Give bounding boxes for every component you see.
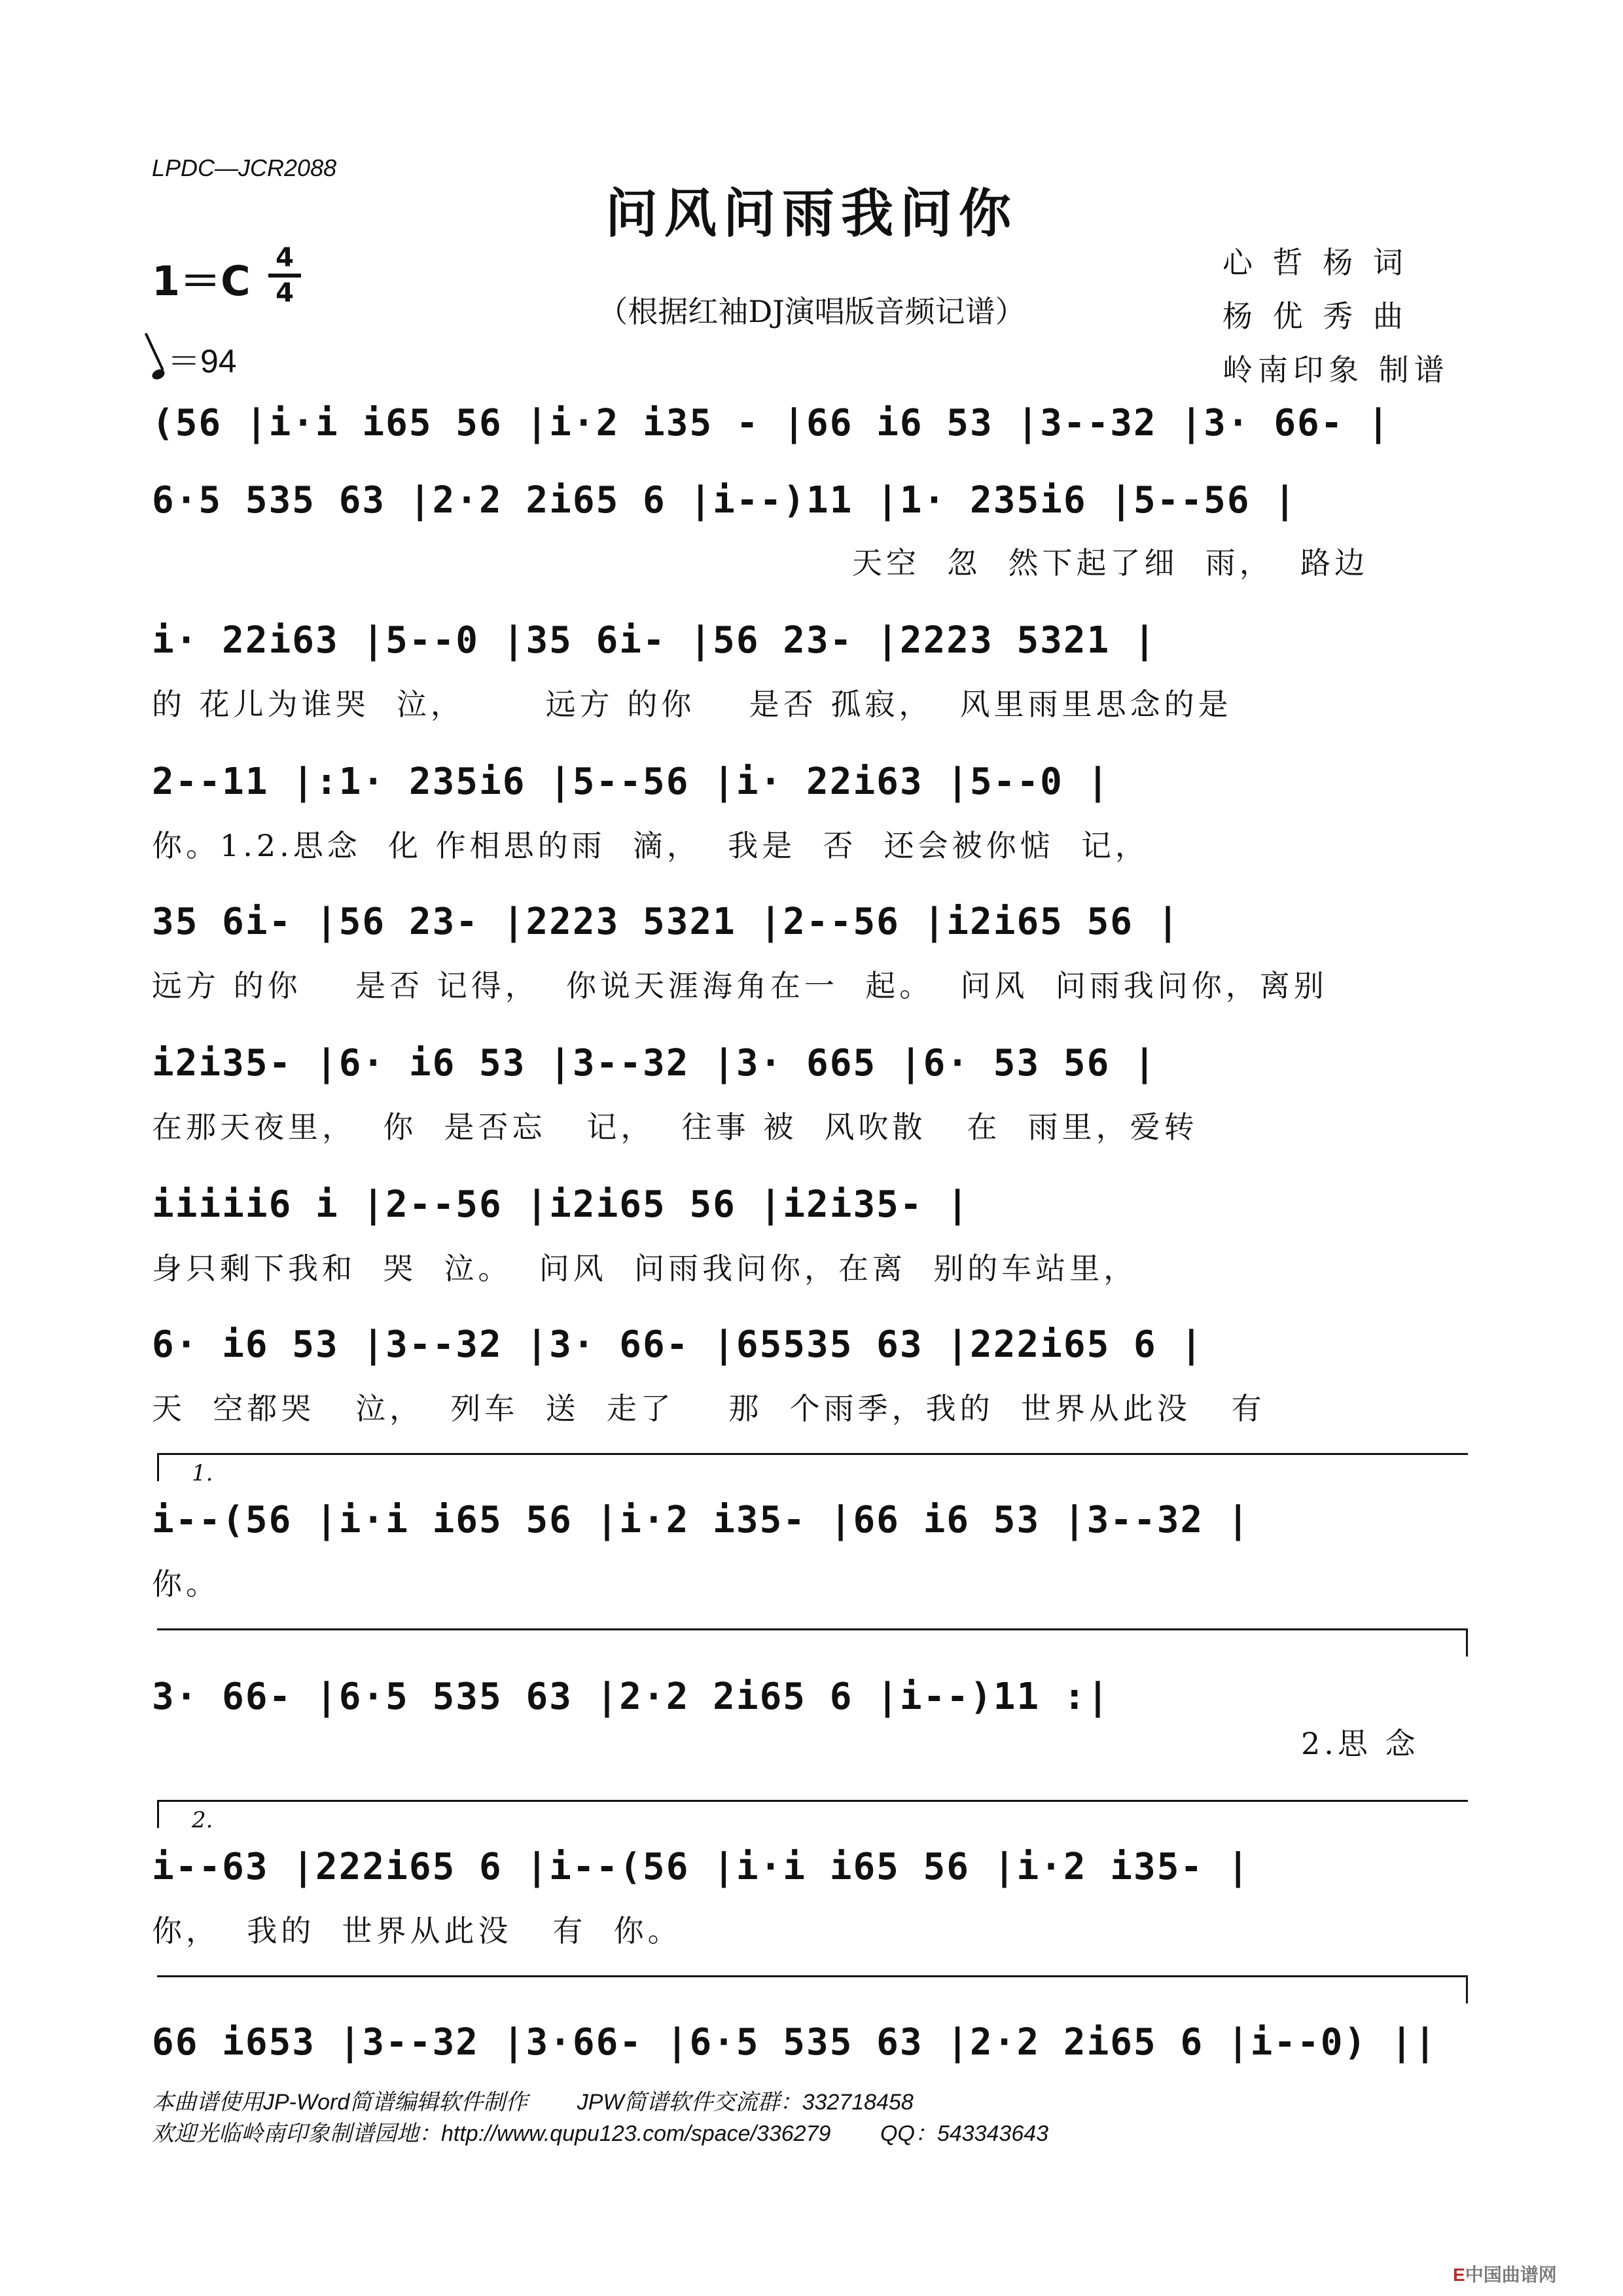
notation-line-2: 6·5 535 63 |2·2 2i65 6 |i--)11 |1· 235i6 |5--56 | (152, 479, 1298, 522)
lyric-line-3: 的 花儿为谁哭 泣， 远方 的你 是否 孤寂， 风里雨里思念的是 (152, 687, 1232, 722)
lyricist: 心 哲 杨 词 (1222, 245, 1408, 280)
site-name: 中国曲谱网 (1465, 2265, 1557, 2285)
lyric-line-4: 你。1.2.思念 化 作相思的雨 滴， 我是 否 还会被你惦 记， (152, 828, 1149, 863)
notation-line-4: 2--11 |:1· 235i6 |5--56 |i· 22i63 |5--0 | (152, 761, 1111, 803)
notation-line-8: 6· i6 53 |3--32 |3· 66- |65535 63 |222i65 6 | (152, 1323, 1204, 1366)
first-ending-label: 1. (192, 1460, 213, 1486)
subtitle: （根据红袖DJ演唱版音频记谱） (597, 294, 1026, 329)
site-watermark (1453, 2261, 1557, 2287)
footer-line-2: 欢迎光临岭南印象制谱园地：http://www.qupu123.com/space/336279 QQ：543343643 (152, 2121, 1049, 2146)
lyric-line-7: 身只剩下我和 哭 泣。 问风 问雨我问你，在离 别的车站里， (152, 1251, 1138, 1286)
lyric-line-6: 在那天夜里， 你 是否忘 记， 往事 被 风吹散 在 雨里，爱转 (152, 1109, 1198, 1145)
footer-line-1: 本曲谱使用JP-Word简谱编辑软件制作 JPW简谱软件交流群：332718458 (152, 2090, 914, 2115)
notation-line-7: iiiii6 i |2--56 |i2i65 56 |i2i35- | (152, 1183, 971, 1226)
lyric-line-9: 你。 (152, 1566, 220, 1602)
notation-line-9: i--(56 |i·i i65 56 |i·2 i35- |66 i6 53 |3--32 | (152, 1499, 1251, 1541)
tempo-value: ＝94 (168, 343, 237, 380)
notation-line-11: i--63 |222i65 6 |i--(56 |i·i i65 56 |i·2 i35- | (152, 1846, 1251, 1888)
second-ending-bracket (157, 1800, 1468, 1833)
credits (1222, 236, 1450, 397)
lyric-line-2: 天空 忽 然下起了细 雨， 路边 (852, 545, 1368, 581)
tempo-marking (152, 335, 237, 382)
meter-top: 4 (276, 243, 294, 273)
lyric-line-5: 远方 的你 是否 记得， 你说天涯海角在一 起。 问风 问雨我问你，离别 (152, 968, 1328, 1003)
site-logo-icon: E (1453, 2265, 1465, 2285)
first-ending-bracket (157, 1453, 1468, 1486)
notation-line-5: 35 6i- |56 23- |2223 5321 |2--56 |i2i65 56 | (152, 901, 1181, 943)
meter-bottom: 4 (276, 278, 294, 308)
key-signature: 1＝C (152, 257, 251, 305)
notation-line-3: i· 22i63 |5--0 |35 6i- |56 23- |2223 5321 | (152, 619, 1157, 662)
catalog-number: LPDC—JCR2088 (152, 154, 337, 181)
notation-line-1: (56 |i·i i65 56 |i·2 i35 - |66 i6 53 |3--32 |3· 66- | (152, 402, 1391, 444)
notation-line-12: 66 i653 |3--32 |3·66- |6·5 535 63 |2·2 2i65 6 |i--0) || (152, 2021, 1438, 2064)
quarter-note-icon (151, 367, 166, 381)
transcriber: 岭南印象 制谱 (1222, 352, 1450, 387)
second-ending-label: 2. (192, 1807, 213, 1833)
second-ending-bracket-end (157, 1975, 1468, 2003)
lyric-line-8: 天 空都哭 泣， 列车 送 走了 那 个雨季，我的 世界从此没 有 (152, 1391, 1266, 1426)
first-ending-bracket-end (157, 1628, 1468, 1657)
time-signature (268, 243, 301, 308)
lyric-line-11: 你， 我的 世界从此没 有 你。 (152, 1913, 682, 1948)
second-ending-lyric: 2.思 念 (1301, 1726, 1419, 1761)
notation-line-10: 3· 66- |6·5 535 63 |2·2 2i65 6 |i--)11 :| (152, 1676, 1111, 1718)
song-title: 问风问雨我问你 (605, 183, 1018, 244)
composer: 杨 优 秀 曲 (1222, 298, 1408, 334)
notation-line-6: i2i35- |6· i6 53 |3--32 |3· 665 |6· 53 56 | (152, 1042, 1157, 1085)
